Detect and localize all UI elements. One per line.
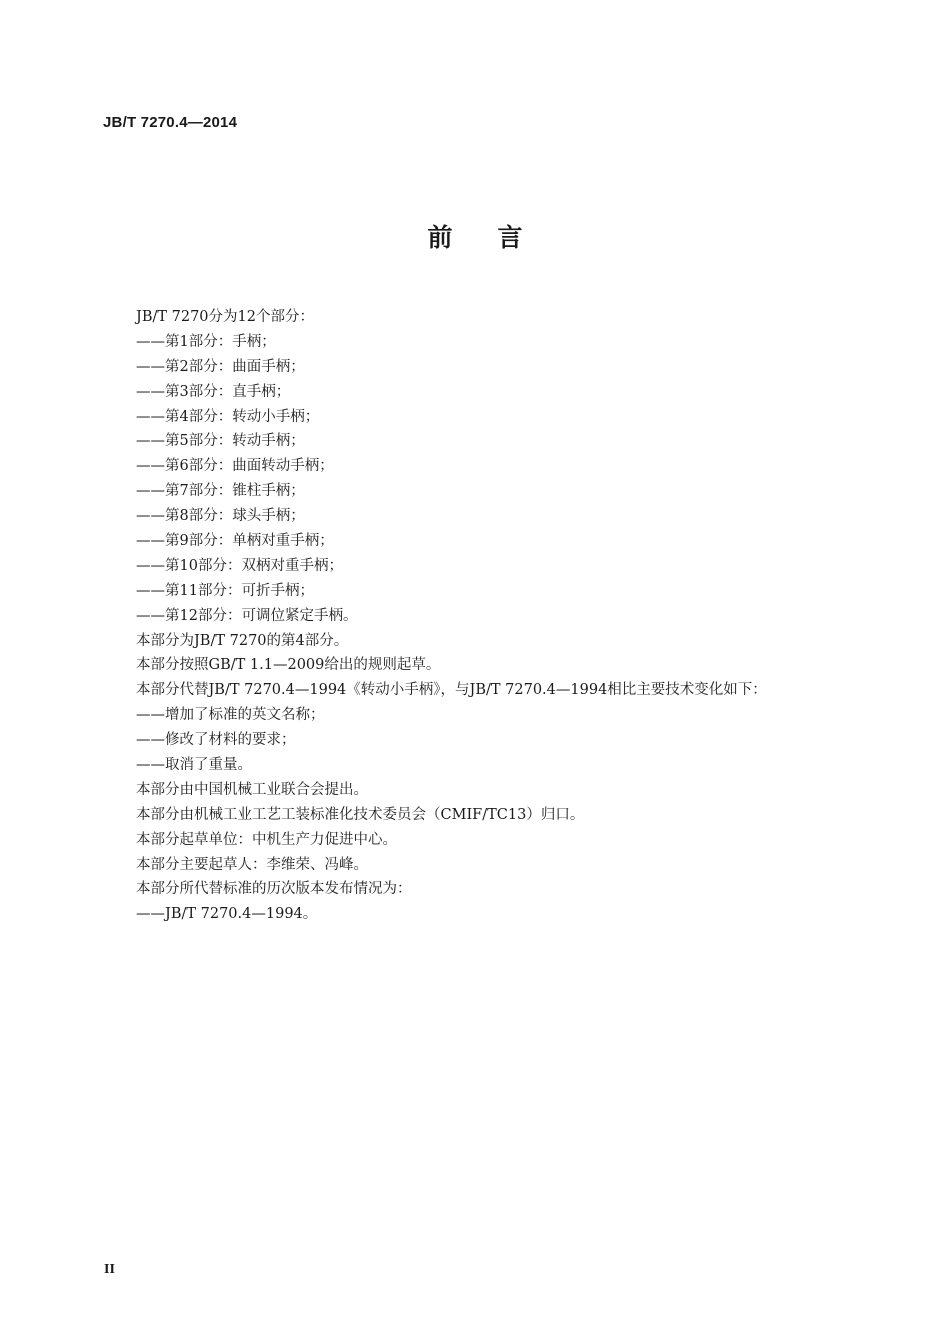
text-line: 本部分为JB/T 7270的第4部分。 <box>136 632 349 649</box>
text-line: ——增加了标准的英文名称； <box>136 707 325 724</box>
text-line: 本部分按照GB/T 1.1—2009给出的规则起草。 <box>136 657 441 674</box>
text-line: ——修改了材料的要求； <box>136 732 296 749</box>
text-line: ——第1部分：手柄； <box>136 333 276 350</box>
standard-number: JB/T 7270.4—2014 <box>103 114 238 131</box>
text-line: 本部分代替JB/T 7270.4—1994《转动小手柄》，与JB/T 7270.4—1994相比主要技术变化如下： <box>136 682 767 699</box>
text-line: JB/T 7270分为12个部分： <box>136 309 314 325</box>
text-line: ——第4部分：转动小手柄； <box>136 408 320 425</box>
text-line: 本部分主要起草人：李维荣、冯峰。 <box>136 856 368 873</box>
text-line: 本部分起草单位：中机生产力促进中心。 <box>136 831 397 848</box>
foreword-body <box>136 305 856 927</box>
text-line: ——第8部分：球头手柄； <box>136 508 305 525</box>
text-line: ——第3部分：直手柄； <box>136 383 291 400</box>
text-line: ——第9部分：单柄对重手柄； <box>136 533 334 550</box>
text-line: ——第2部分：曲面手柄； <box>136 358 305 375</box>
text-line: ——第7部分：锥柱手柄； <box>136 483 305 500</box>
text-line: ——第5部分：转动手柄； <box>136 433 305 450</box>
text-line: ——第10部分：双柄对重手柄； <box>136 557 343 574</box>
text-line: ——第12部分：可调位紧定手柄。 <box>136 607 358 624</box>
text-line: 本部分由机械工业工艺工装标准化技术委员会（CMIF/TC13）归口。 <box>136 806 585 823</box>
text-line: ——取消了重量。 <box>136 757 252 774</box>
text-line: 本部分由中国机械工业联合会提出。 <box>136 781 368 798</box>
text-line: ——JB/T 7270.4—1994。 <box>136 906 318 923</box>
text-line: ——第6部分：曲面转动手柄； <box>136 458 334 475</box>
page-number: II <box>104 1262 115 1277</box>
text-line: ——第11部分：可折手柄； <box>136 582 314 599</box>
text-line: 本部分所代替标准的历次版本发布情况为： <box>136 881 412 898</box>
page-title: 前言 <box>427 223 568 252</box>
